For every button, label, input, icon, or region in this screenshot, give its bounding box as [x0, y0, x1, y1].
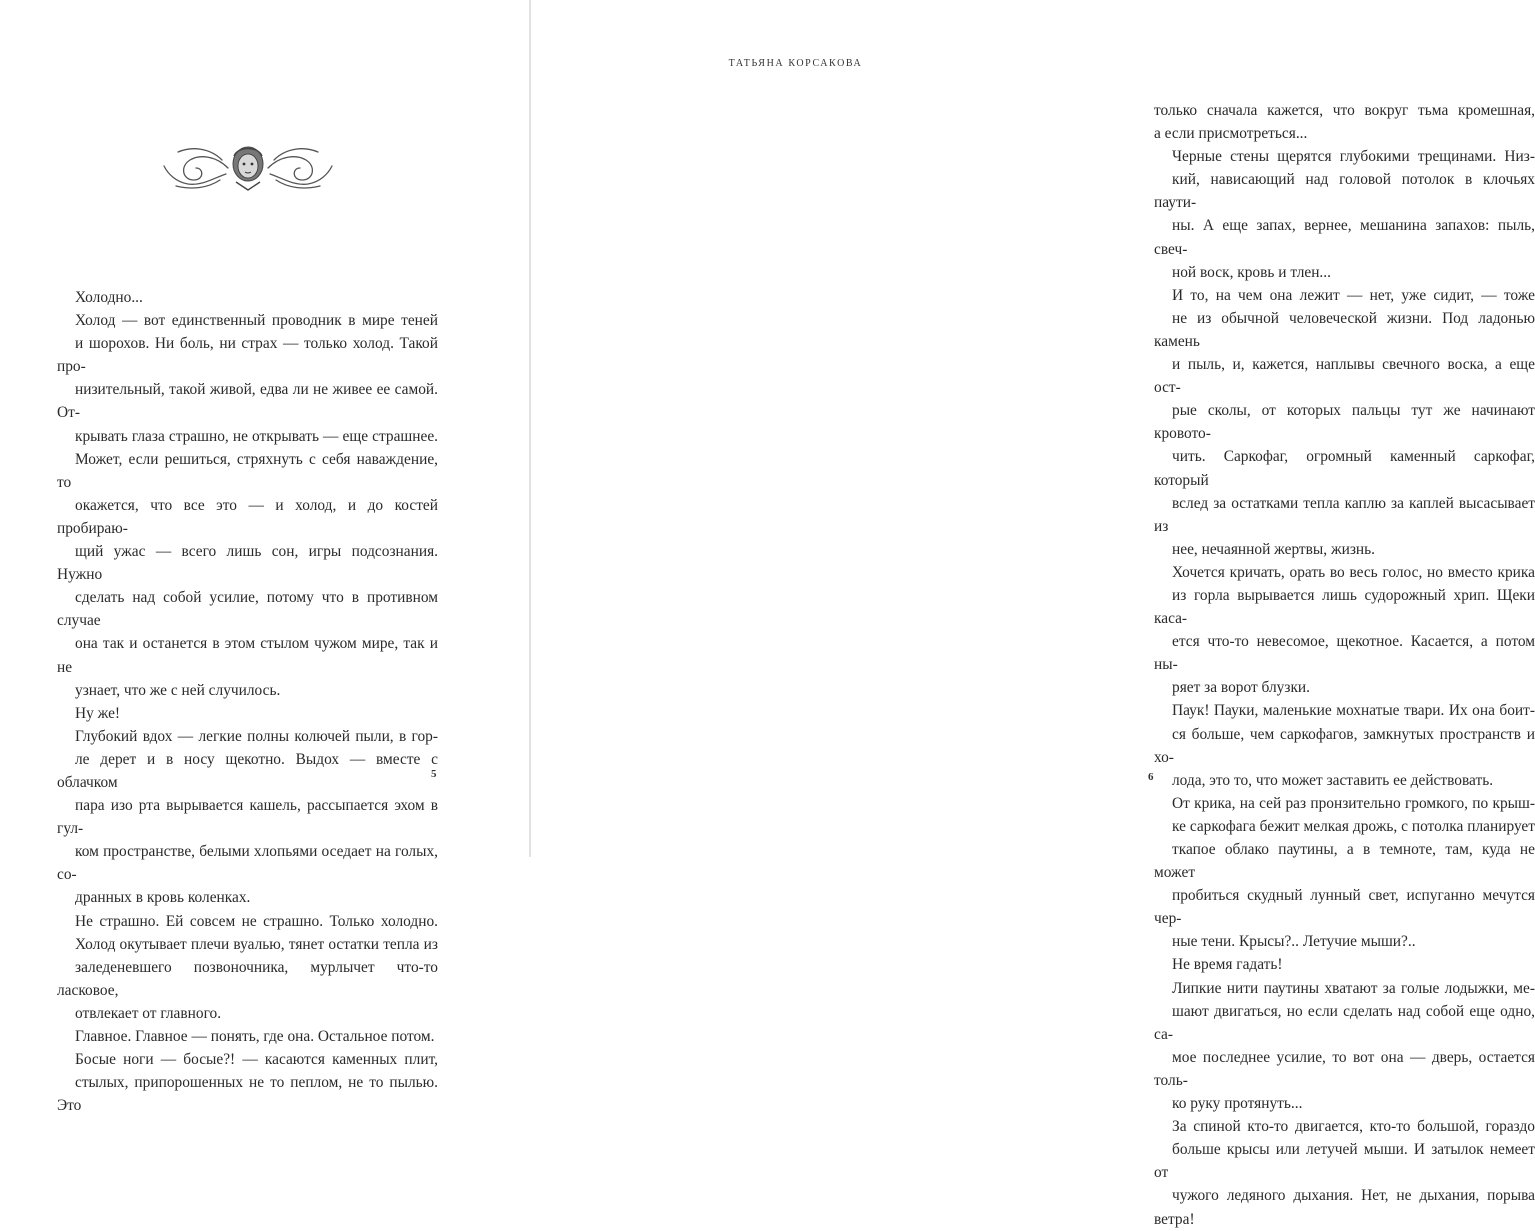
paragraph [57, 309, 438, 702]
text-line: ке саркофага бежит мелкая дрожь, с потолка планирует [1172, 817, 1535, 835]
angel-ornament-icon [162, 138, 334, 192]
text-line: окажется, что все это — и холод, и до костей пробираю- [57, 496, 438, 537]
text-line: ко руку протянуть... [1172, 1095, 1303, 1113]
text-line: За спиной кто-то двигается, кто-то большой, гораздо [1172, 1118, 1535, 1136]
paragraph [1154, 699, 1535, 791]
left-page [0, 0, 529, 1115]
text-line: Босые ноги — босые?! — касаются каменных плит, [75, 1051, 438, 1069]
running-head: ТАТЬЯНА КОРСАКОВА [728, 58, 863, 69]
text-line: кий, нависающий над головой потолок в клочьях паути- [1154, 171, 1535, 212]
paragraph [1154, 977, 1535, 1116]
text-line: Холод — вот единственный проводник в мире теней [75, 312, 438, 330]
paragraph [1154, 99, 1535, 145]
text-line: дранных в кровь коленках. [75, 889, 251, 907]
text-line: стылых, припорошенных не то пеплом, не то пылью. Это [57, 1074, 438, 1115]
text-line: Может, если решиться, стряхнуть с себя наваждение, то [57, 450, 438, 491]
text-line: ны. А еще запах, вернее, мешанина запахов: пыль, свеч- [1154, 217, 1535, 258]
text-line: ется что-то невесомое, щекотное. Касается, а потом ны- [1154, 633, 1535, 674]
text-line: только сначала кажется, что вокруг тьма кромешная, [1154, 102, 1535, 119]
text-line: рые сколы, от которых пальцы тут же начинают кровото- [1154, 402, 1535, 443]
text-line: ся больше, чем саркофагов, замкнутых пространств и хо- [1154, 725, 1535, 766]
right-page-text [1154, 99, 1535, 1231]
paragraph [1154, 1115, 1535, 1230]
text-line: Главное. Главное — понять, где она. Остальное потом. [75, 1028, 435, 1045]
text-line: Липкие нити паутины хватают за голые лодыжки, ме- [1172, 979, 1535, 997]
text-line: ткапое облако паутины, а в темноте, там, куда не может [1154, 841, 1535, 882]
text-line: нее, нечаянной жертвы, жизнь. [1172, 540, 1376, 558]
page-number-right: 6 [1148, 771, 1154, 783]
text-line: шают двигаться, но если сделать над собой еще одно, са- [1154, 1002, 1535, 1043]
left-page-text [57, 286, 438, 1117]
text-line: ные тени. Крысы?.. Летучие мыши?.. [1172, 933, 1416, 951]
text-line: пробиться скудный лунный свет, испуганно мечутся чер- [1154, 887, 1535, 928]
text-line: она так и останется в этом стылом чужом мире, так и не [57, 635, 438, 676]
paragraph [57, 725, 438, 910]
paragraph [1154, 953, 1535, 976]
paragraph [1154, 561, 1535, 700]
text-line: чужого ледяного дыхания. Нет, не дыхания, порыва ветра! [1154, 1187, 1535, 1228]
text-line: и шорохов. Ни боль, ни страх — только холод. Такой про- [57, 335, 438, 376]
page-number-left: 5 [431, 768, 437, 780]
text-line: пара изо рта вырывается кашель, рассыпается эхом в гул- [57, 797, 438, 838]
paragraph [57, 286, 438, 309]
paragraph [1154, 284, 1535, 561]
paragraph [57, 702, 438, 725]
text-line: отвлекает от главного. [75, 1004, 222, 1022]
text-line: Хочется кричать, орать во весь голос, но вместо крика [1172, 563, 1535, 581]
text-line: ряет за ворот блузки. [1172, 679, 1311, 697]
paragraph [1154, 792, 1535, 954]
text-line: а если присмотреться... [1154, 125, 1308, 143]
text-line: От крика, на сей раз пронзительно громкого, по крыш- [1172, 794, 1535, 812]
text-line: лода, это то, что может заставить ее действовать. [1172, 771, 1494, 789]
text-line: Не страшно. Ей совсем не страшно. Только холодно. [75, 912, 438, 930]
text-line: щий ужас — всего лишь сон, игры подсознания. Нужно [57, 543, 438, 584]
paragraph [57, 1025, 438, 1048]
text-line: Холодно... [75, 289, 143, 306]
text-line: из горла вырывается лишь судорожный хрип. Щеки каса- [1154, 586, 1535, 628]
text-line: сделать над собой усилие, потому что в противном случае [57, 589, 438, 630]
text-line: не из обычной человеческой жизни. Под ладонью камень [1154, 309, 1535, 350]
text-line: Ну же! [75, 704, 121, 722]
text-line: низительный, такой живой, едва ли не живее ее самой. От- [57, 381, 438, 422]
text-line: И то, на чем она лежит — нет, уже сидит, — тоже [1172, 286, 1535, 304]
text-line: ле дерет и в носу щекотно. Выдох — вместе с облачком [57, 750, 438, 791]
text-line: крывать глаза страшно, не открывать — еще страшнее. [75, 427, 438, 445]
text-line: Паук! Пауки, маленькие мохнатые твари. Их она боит- [1172, 702, 1535, 720]
text-line: мое последнее усилие, то вот она — дверь, остается толь- [1154, 1048, 1535, 1089]
text-line: больше крысы или летучей мыши. И затылок немеет от [1154, 1141, 1535, 1182]
paragraph [57, 910, 438, 1025]
text-line: чить. Саркофаг, огромный каменный саркофаг, который [1154, 448, 1535, 489]
text-line: вслед за остатками тепла каплю за каплей высасывает из [1154, 494, 1535, 535]
text-line: Холод окутывает плечи вуалью, тянет остатки тепла из [75, 935, 438, 953]
text-line: ной воск, кровь и тлен... [1172, 263, 1331, 281]
text-line: ком пространстве, белыми хлопьями оседает на голых, со- [57, 843, 438, 884]
text-line: заледеневшего позвоночника, мурлычет что-то ласковое, [57, 958, 438, 999]
paragraph [57, 1048, 438, 1117]
text-line: Черные стены щерятся глубокими трещинами. Низ- [1172, 148, 1535, 166]
paragraph [1154, 145, 1535, 284]
text-line: и пыль, и, кажется, наплывы свечного воска, а еще ост- [1154, 356, 1535, 397]
text-line: Глубокий вдох — легкие полны колючей пыли, в гор- [75, 727, 438, 745]
text-line: узнает, что же с ней случилось. [75, 681, 281, 699]
text-line: Не время гадать! [1172, 956, 1283, 974]
right-page [531, 0, 1535, 1228]
